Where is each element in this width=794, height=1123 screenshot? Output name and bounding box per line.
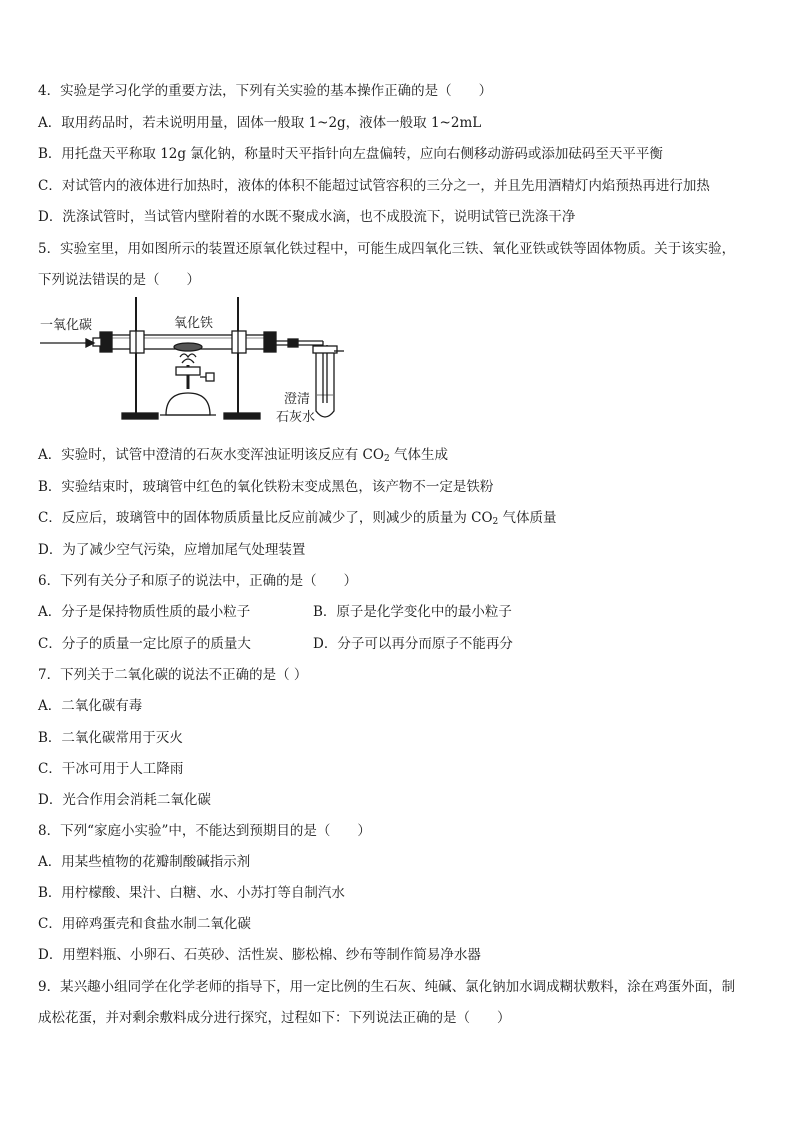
co-reduction-apparatus-figure (38, 291, 368, 427)
label-limewater-1: 澄清 (284, 392, 311, 407)
q7-option-b: B．二氧化碳常用于灭火 (38, 730, 183, 746)
q4-option-d: D．洗涤试管时，当试管内壁附着的水既不聚成水滴，也不成股流下，说明试管已洗涤干净 (38, 209, 576, 225)
q7-option-d: D．光合作用会消耗二氧化碳 (38, 792, 211, 808)
q5-stem-line1: 5．实验室里，用如图所示的装置还原氧化铁过程中，可能生成四氧化三铁、氧化亚铁或铁等固体物质。关于该实验， (38, 241, 736, 257)
q4-option-c: C．对试管内的液体进行加热时，液体的体积不能超过试管容积的三分之一，并且先用酒精灯内焰预热再进行加热 (38, 178, 710, 194)
q9-stem-line2: 成松花蛋，并对剩余敷料成分进行探究，过程如下：下列说法正确的是（ ） (38, 1010, 511, 1026)
q8-option-c: C．用碎鸡蛋壳和食盐水制二氧化碳 (38, 916, 251, 932)
q7-option-c: C．干冰可用于人工降雨 (38, 761, 184, 777)
q5-option-b: B．实验结束时，玻璃管中红色的氧化铁粉末变成黑色，该产物不一定是铁粉 (38, 479, 494, 495)
q6-stem: 6．下列有关分子和原子的说法中，正确的是（ ） (38, 573, 358, 589)
q7-stem: 7．下列关于二氧化碳的说法不正确的是（ ） (38, 667, 308, 683)
q8-option-b: B．用柠檬酸、果汁、白糖、水、小苏打等自制汽水 (38, 885, 345, 901)
q6-option-c: C．分子的质量一定比原子的质量大 (38, 636, 251, 652)
q5-option-d: D．为了减少空气污染，应增加尾气处理装置 (38, 542, 306, 558)
q5-option-c: C．反应后，玻璃管中的固体物质质量比反应前减少了，则减少的质量为 $CO_2$ 气体质量 (38, 510, 557, 527)
q8-option-d: D．用塑料瓶、小卵石、石英砂、活性炭、膨松棉、纱布等制作简易净水器 (38, 947, 481, 963)
q6-option-a: A．分子是保持物质性质的最小粒子 (38, 604, 251, 620)
q9-stem-line1: 9．某兴趣小组同学在化学老师的指导下，用一定比例的生石灰、纯碱、氯化钠加水调成糊状敷料，涂在鸡蛋外面，制 (38, 979, 736, 995)
q8-stem: 8．下列“家庭小实验”中，不能达到预期目的是（ ） (38, 823, 371, 839)
q5-option-a: A．实验时，试管中澄清的石灰水变浑浊证明该反应有 $CO_2$ 气体生成 (38, 447, 448, 464)
label-limewater-2: 石灰水 (276, 410, 316, 425)
q8-option-a: A．用某些植物的花瓣制酸碱指示剂 (38, 854, 251, 870)
q6-option-d: D．分子可以再分而原子不能再分 (313, 636, 513, 652)
q5-stem-line2: 下列说法错误的是（ ） (38, 272, 200, 288)
label-carbon-monoxide: 一氧化碳 (40, 318, 93, 333)
q6-option-b: B．原子是化学变化中的最小粒子 (313, 604, 512, 620)
label-iron-oxide: 氧化铁 (174, 316, 214, 331)
q4-option-b: B．用托盘天平称取 12g 氯化钠，称量时天平指针向左盘偏转，应向右侧移动游码或添加砝码至天平平衡 (38, 146, 663, 162)
q4-stem: 4．实验是学习化学的重要方法，下列有关实验的基本操作正确的是（ ） (38, 83, 493, 99)
q4-option-a: A．取用药品时，若未说明用量，固体一般取 1~2g，液体一般取 1~2mL (38, 115, 482, 131)
q7-option-a: A．二氧化碳有毒 (38, 698, 143, 714)
